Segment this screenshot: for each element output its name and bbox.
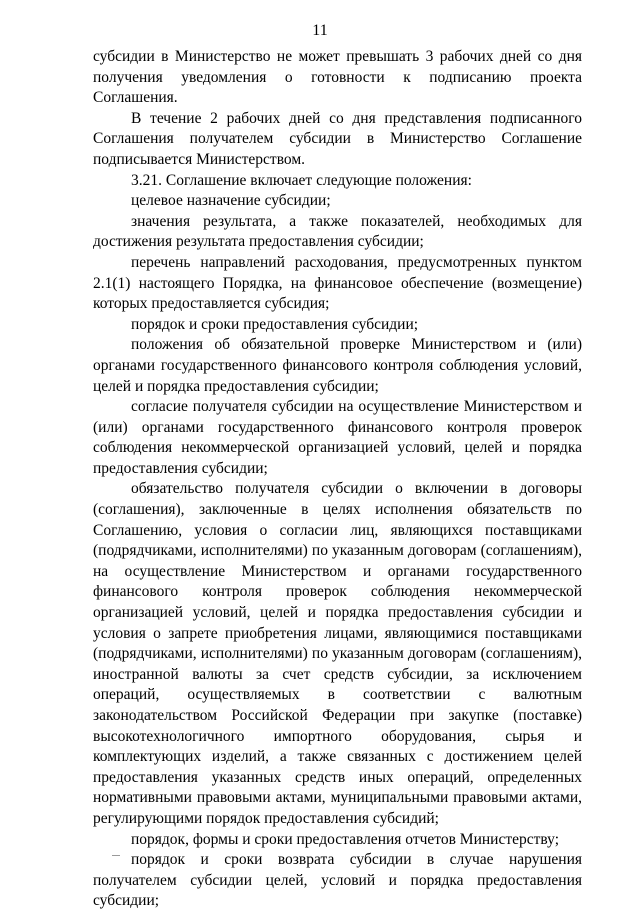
page-number: 11 — [312, 22, 328, 39]
document-body — [93, 47, 582, 912]
paragraph-expense-list: перечень направлений расходования, предусмотренных пунктом 2.1(1) настоящего Порядка, на финансовое обеспечение (возмещение) которых предоставляется субсидия; — [93, 253, 582, 313]
paragraph-obligation: обязательство получателя субсидии о включении в договоры (соглашения), заключенные в целях исполнения обязательств по Соглашению, условия о согласии лиц, являющихся поставщиками (подрядчиками, исполнителями) по указанным договорам (соглашениям), на осуществление Министерством и органами государственного финансового контроля проверок соблюдения некоммерческой организацией условий, целей и порядка предоставления субсидии и условия о запрете приобретения лицами, являющимися поставщиками (подрядчиками, исполнителями) по указанным договорам (соглашениям), иностранной валюты за счет средств субсидии, за исключением операций, осуществляемых в соответствии с валютным законодательством Российской Федерации при закупке (поставке) высокотехнологичного импортного оборудования, сырья и комплектующих изделий, а также связанных с достижением целей предоставления указанных средств иных операций, определенных нормативными правовыми актами, муниципальными правовыми актами, регулирующими порядок предоставления субсидий; — [93, 480, 582, 827]
paragraph-refund: порядок и сроки возврата субсидии в случае нарушения получателем субсидии целей, условий и порядка предоставления субсидии; — [93, 851, 582, 910]
paragraph-purpose: целевое назначение субсидии; — [131, 192, 331, 210]
scan-mark — [112, 855, 120, 856]
paragraph-clause-3-21: 3.21. Соглашение включает следующие положения: — [131, 171, 472, 189]
paragraph-signing-term: В течение 2 рабочих дней со дня представления подписанного Соглашения получателем субсидии в Министерство Соглашение подписывается Министерством. — [93, 109, 582, 168]
paragraph-continuation: субсидии в Министерство не может превышать 3 рабочих дней со дня получения уведомления о готовности к подписанию проекта Соглашения. — [93, 48, 582, 107]
paragraph-mandatory-check: положения об обязательной проверке Министерством и (или) органами государственного финансового контроля соблюдения условий, целей и порядка предоставления субсидии; — [93, 336, 582, 395]
paragraph-result-values: значения результата, а также показателей, необходимых для достижения результата предоставления субсидии; — [93, 212, 582, 251]
paragraph-consent: согласие получателя субсидии на осуществление Министерством и (или) органами государственного финансового контроля проверок соблюдения некоммерческой организацией условий, целей и порядка предоставления субсидии; — [93, 398, 582, 477]
paragraph-terms: порядок и сроки предоставления субсидии; — [131, 315, 419, 333]
paragraph-reporting: порядок, формы и сроки предоставления отчетов Министерству; — [131, 830, 560, 848]
